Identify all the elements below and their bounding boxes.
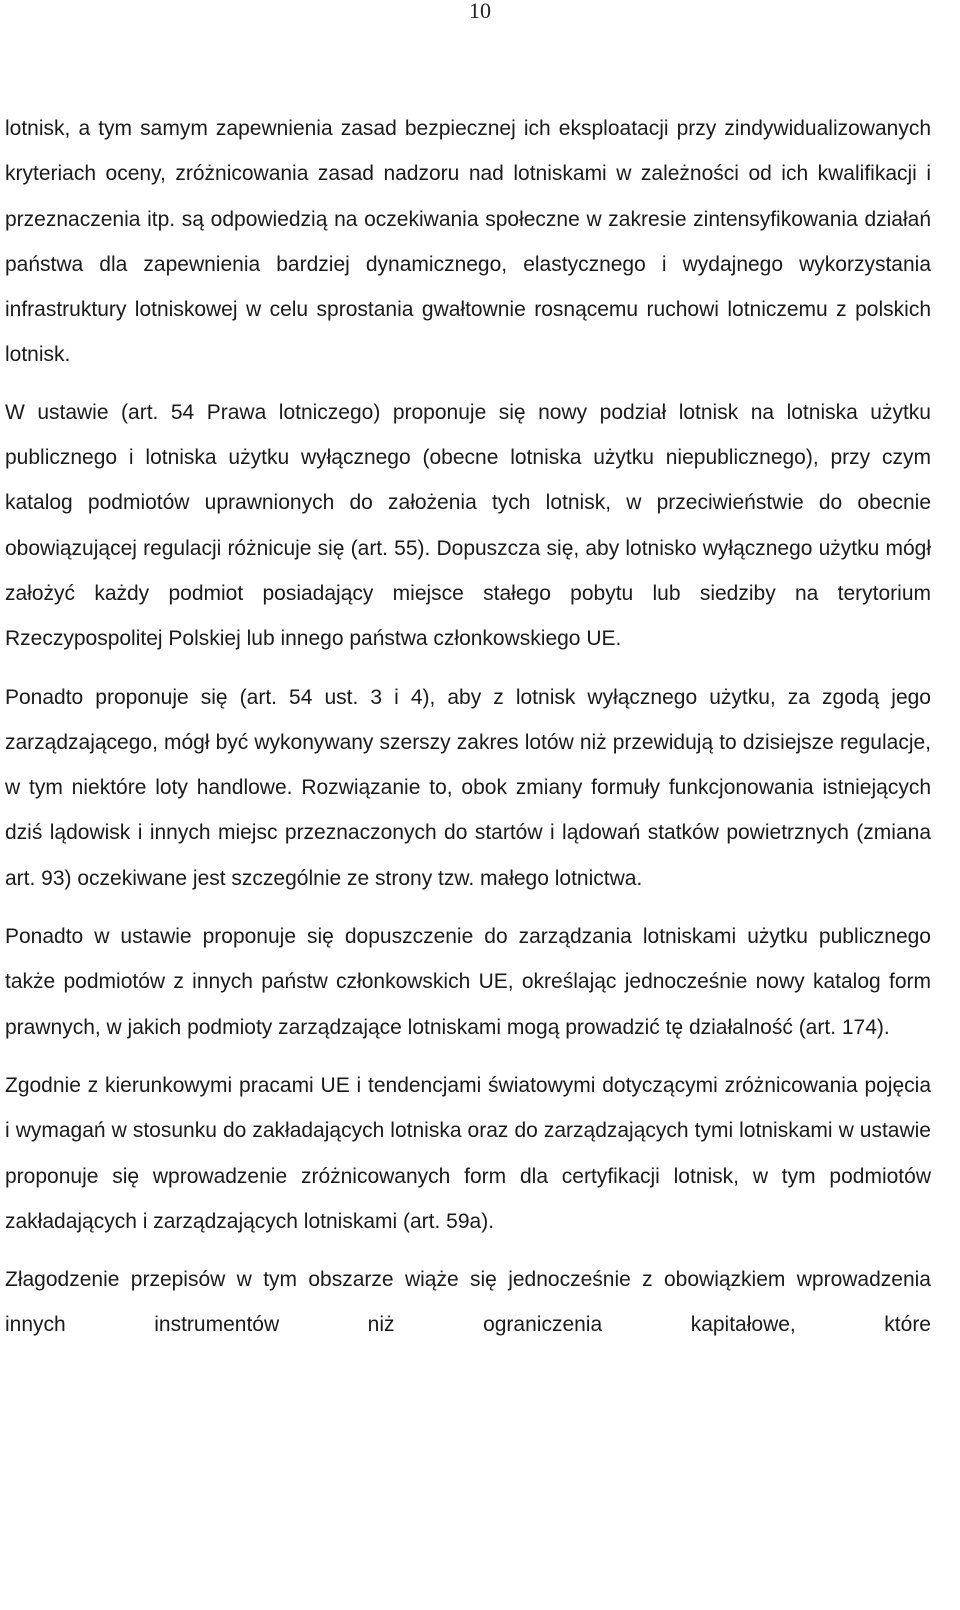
paragraph-relaxation: Złagodzenie przepisów w tym obszarze wiąże się jednocześnie z obowiązkiem wprowadzenia innych instrumentów niż ograniczenia kapitałowe, które [5, 1268, 931, 1337]
paragraph-airport-safety: lotnisk, a tym samym zapewnienia zasad bezpiecznej ich eksploatacji przy zindywidualizowanych kryteriach oceny, zróżnicowania zasad nadzoru nad lotniskami w zależności od ich kwalifikacji i przeznaczenia itp. są odpowiedzią na oczekiwania społeczne w zakresie zintensyfikowania działań państwa dla zapewnienia bardziej dynamicznego, elastycznego i wydajnego wykorzystania infrastruktury lotniskowej w celu sprostania gwałtownie rosnącemu ruchowi lotniczemu z polskich lotnisk. [5, 117, 931, 367]
paragraph-certification: Zgodnie z kierunkowymi pracami UE i tendencjami światowymi dotyczącymi zróżnicowania pojęcia i wymagań w stosunku do zakładających lotniska oraz do zarządzających tymi lotniskami w ustawie proponuje się wprowadzenie zróżnicowanych form dla certyfikacji lotnisk, w tym podmiotów zakładających i zarządzających lotniskami (art. 59a). [5, 1073, 931, 1233]
paragraph-exclusive-use-flights: Ponadto proponuje się (art. 54 ust. 3 i 4), aby z lotnisk wyłącznego użytku, za zgodą jego zarządzającego, mógł być wykonywany szerszy zakres lotów niż przewidują to dzisiejsze regulacje, w tym niektóre loty handlowe. Rozwiązanie to, obok zmiany formuły funkcjonowania istniejących dziś lądowisk i innych miejsc przeznaczonych do startów i lądowań statków powietrznych (zmiana art. 93) oczekiwane jest szczególnie ze strony tzw. małego lotnictwa. [5, 685, 931, 890]
document-body [5, 106, 931, 1348]
paragraph-airport-division: W ustawie (art. 54 Prawa lotniczego) proponuje się nowy podział lotnisk na lotniska użytku publicznego i lotniska użytku wyłącznego (obecne lotniska użytku niepublicznego), przy czym katalog podmiotów uprawnionych do założenia tych lotnisk, w przeciwieństwie do obecnie obowiązującej regulacji różnicuje się (art. 55). Dopuszcza się, aby lotnisko wyłącznego użytku mógł założyć każdy podmiot posiadający miejsce stałego pobytu lub siedziby na terytorium Rzeczypospolitej Polskiej lub innego państwa członkowskiego UE. [5, 400, 931, 651]
page-number: 10 [469, 0, 491, 23]
paragraph-eu-management: Ponadto w ustawie proponuje się dopuszczenie do zarządzania lotniskami użytku publicznego także podmiotów z innych państw członkowskich UE, określając jednocześnie nowy katalog form prawnych, w jakich podmioty zarządzające lotniskami mogą prowadzić tę działalność (art. 174). [5, 925, 931, 1039]
